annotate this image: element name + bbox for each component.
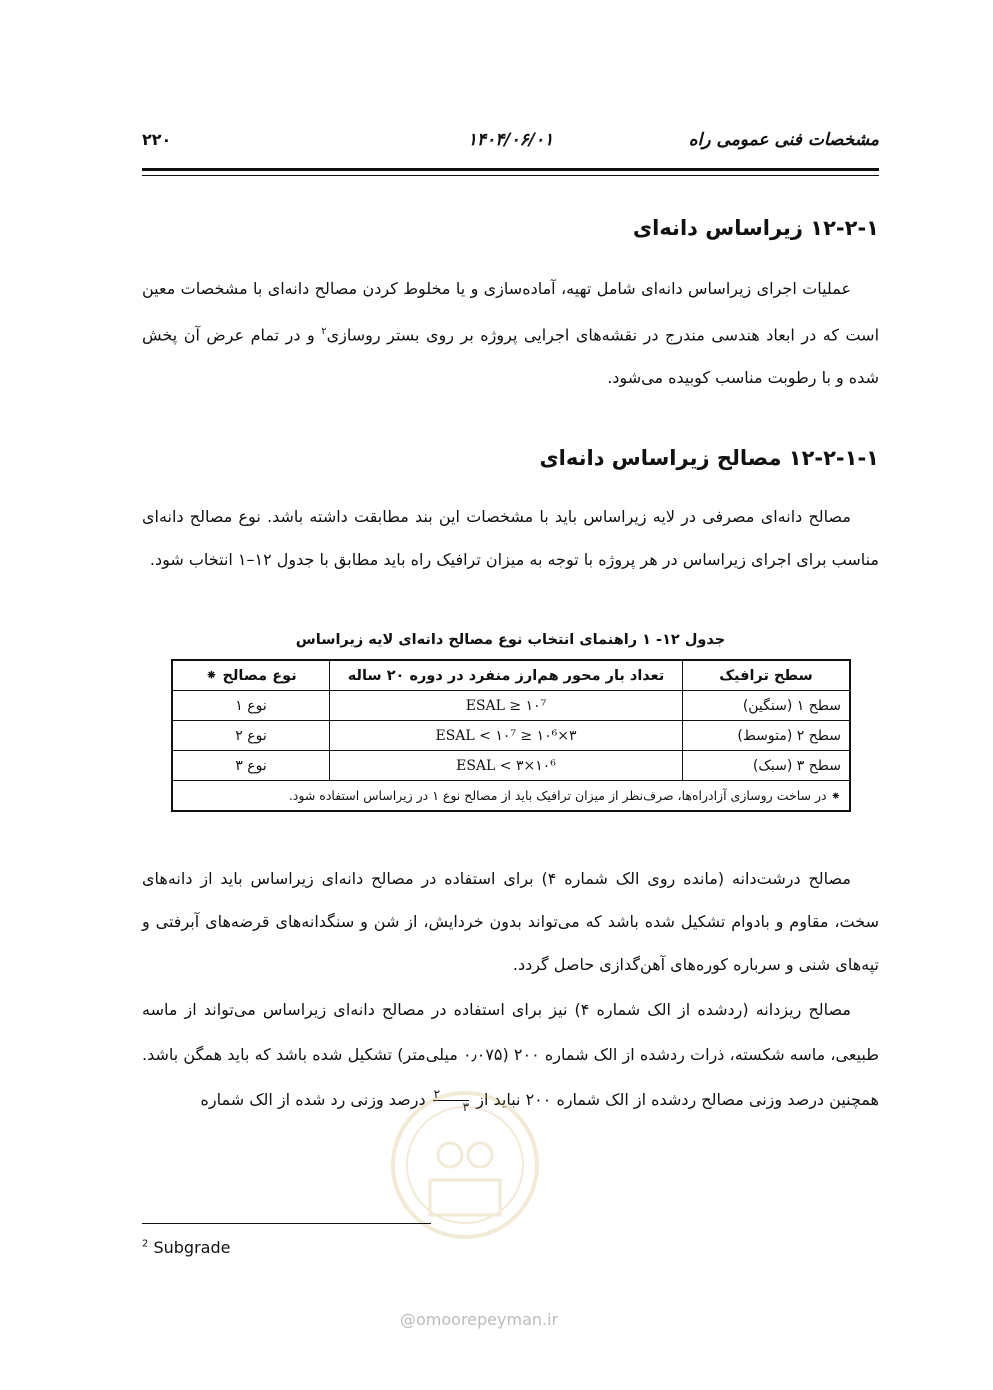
watermark-text: @omoorepeyman.ir [400,1310,559,1329]
fine-aggregate-tail: درصد وزنی رد شده از الک شماره [200,1090,431,1109]
fraction-numerator: ۲ [433,1088,469,1101]
page-header [142,128,879,158]
table-note-row [172,781,850,812]
esal-cell: ESAL < ۳×۱۰⁶ [330,751,683,781]
footnote-separator [142,1223,431,1224]
page-number: ۲۲۰ [142,130,172,149]
esal-cell: ۱۰⁷ ≤ ESAL [330,691,683,721]
esal-cell: ۳×۱۰⁶ ≤ ESAL < ۱۰⁷ [330,721,683,751]
section-paragraph-text: عملیات اجرای زیراساس دانه‌ای شامل تهیه، آماده‌سازی و یا مخلوط کردن مصالح دانه‌ای با مشخصات معین است که در ابعاد هندسی مندرج در نقشه‌های اجرایی پروژه بر روی بستر روسازی [142,279,880,345]
footnote-number: 2 [142,1238,149,1250]
subbase-material-table [171,659,851,812]
watermark-logo [385,1085,545,1265]
header-rule-thick [142,168,879,171]
footnote-text: Subgrade [148,1238,231,1257]
table-header-row [172,660,850,691]
col-header-esal: تعداد بار محور هم‌ارز منفرد در دوره ۲۰ ساله [330,660,683,691]
footnote [142,1238,230,1257]
col-header-material-type: نوع مصالح ⁕ [172,660,330,691]
fine-aggregate-text: مصالح ریزدانه (ردشده از الک شماره ۴) نیز برای استفاده در مصالح دانه‌ای زیراساس می‌تواند از ماسه طبیعی، ماسه شکسته، ذرات ردشده از الک شماره ۲۰۰ (۰٫۰۷۵ میلی‌متر) تشکیل شده باشد که باید همگن باشد. همچنین درصد وزنی مصالح ردشده از الک شماره ۲۰۰ نباید از [142,1000,879,1109]
section-heading: ۱۲-۲-۱ زیراساس دانه‌ای [632,216,879,240]
footnote-ref[interactable]: ۲ [321,326,327,337]
table-row [172,751,850,781]
header-title: مشخصات فنی عمومی راه [688,130,879,150]
material-type-cell: نوع ۳ [172,751,330,781]
col-header-traffic-level: سطح ترافیک [683,660,851,691]
traffic-level-cell: سطح ۱ (سنگین) [683,691,851,721]
fraction-denominator: ۳ [462,1100,470,1114]
table-row [172,691,850,721]
table-row [172,721,850,751]
subsection-paragraph: مصالح دانه‌ای مصرفی در لایه زیراساس باید با مشخصات این بند مطابقت داشته باشد. نوع مصالح دانه‌ای مناسب برای اجرای زیراساس در هر پروژه با توجه به میزان ترافیک راه باید مطابق با جدول ۱۲–۱ انتخاب شود. [142,507,879,569]
subsection-heading: ۱۲-۲-۱-۱ مصالح زیراساس دانه‌ای [539,446,879,470]
section-paragraph [142,267,879,399]
header-rule-thin [142,175,879,176]
section-paragraph-tail: و در تمام عرض آن پخش شده و با رطوبت مناسب کوبیده می‌شود. [142,325,879,388]
header-date: ۱۴۰۴/۰۶/۰۱ [467,130,554,150]
coarse-aggregate-paragraph: مصالح درشت‌دانه (مانده روی الک شماره ۴) برای استفاده در مصالح دانه‌ای زیراساس باید از دانه‌های سخت، مقاوم و بادوام تشکیل شده باشد که می‌تواند بدون خردایش، از شن و سنگدانه‌های قرضه‌های آبرفتی و تپه‌های شنی و سرباره کوره‌های آهن‌گدازی حاصل گردد. [142,869,879,974]
table-caption: جدول ۱۲- ۱ راهنمای انتخاب نوع مصالح دانه‌ای لایه زیراساس [295,632,726,648]
table-note: ⁕ در ساخت روسازی آزادراه‌ها، صرف‌نظر از میزان ترافیک باید از مصالح نوع ۱ در زیراساس استفاده شود. [172,781,850,812]
traffic-level-cell: سطح ۳ (سبک) [683,751,851,781]
material-type-cell: نوع ۲ [172,721,330,751]
traffic-level-cell: سطح ۲ (متوسط) [683,721,851,751]
material-type-cell: نوع ۱ [172,691,330,721]
